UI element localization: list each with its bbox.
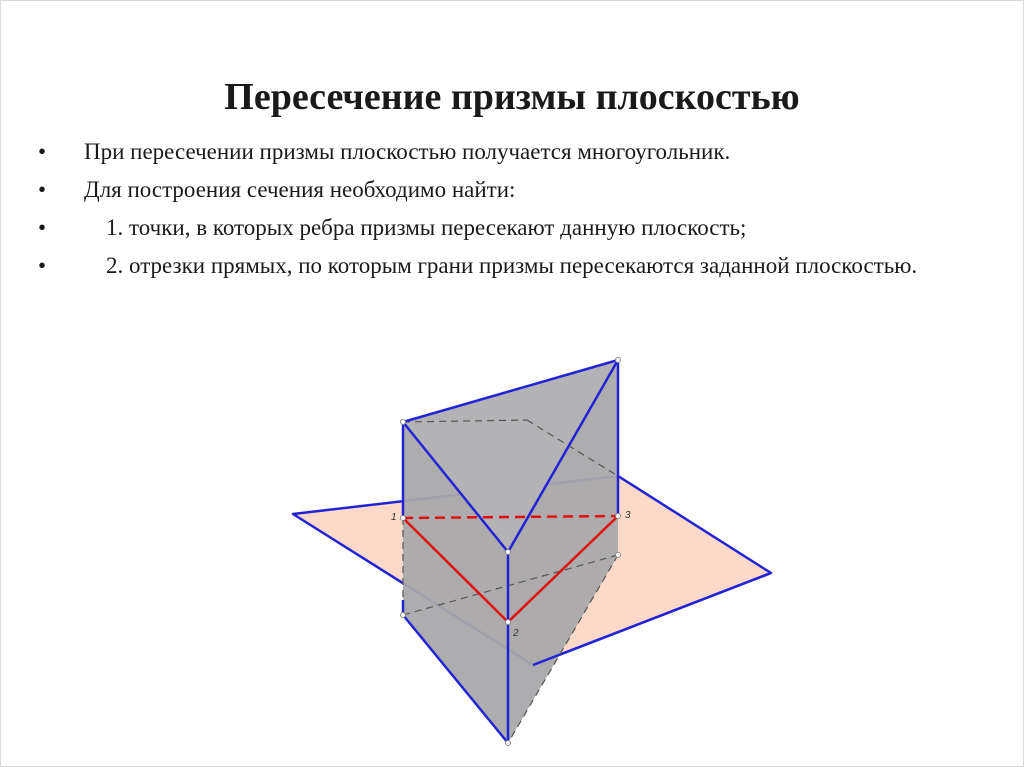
bullet-icon: • [38,215,47,240]
bullet-icon: • [38,177,47,202]
bullet-icon: • [38,253,47,278]
bullet-item [38,248,958,284]
point-label-1: 1 [391,512,397,523]
bullet-text: 2. отрезки прямых, по которым грани призмы пересекаются заданной плоскостью. [106,253,918,278]
bullet-item [38,210,958,246]
bullet-item [38,134,958,170]
prism-section-diagram [280,350,780,760]
bullet-icon: • [38,139,47,164]
slide-title: Пересечение призмы плоскостью [224,76,800,119]
point-label-3: 3 [625,510,631,521]
bullet-text: 1. точки, в которых ребра призмы пересекают данную плоскость; [106,215,747,240]
point-label-2: 2 [513,628,519,639]
bullet-text: При пересечении призмы плоскостью получается многоугольник. [84,139,731,164]
bullet-text: Для построения сечения необходимо найти: [84,177,516,202]
bullet-list [38,134,958,286]
bullet-item [38,172,958,208]
